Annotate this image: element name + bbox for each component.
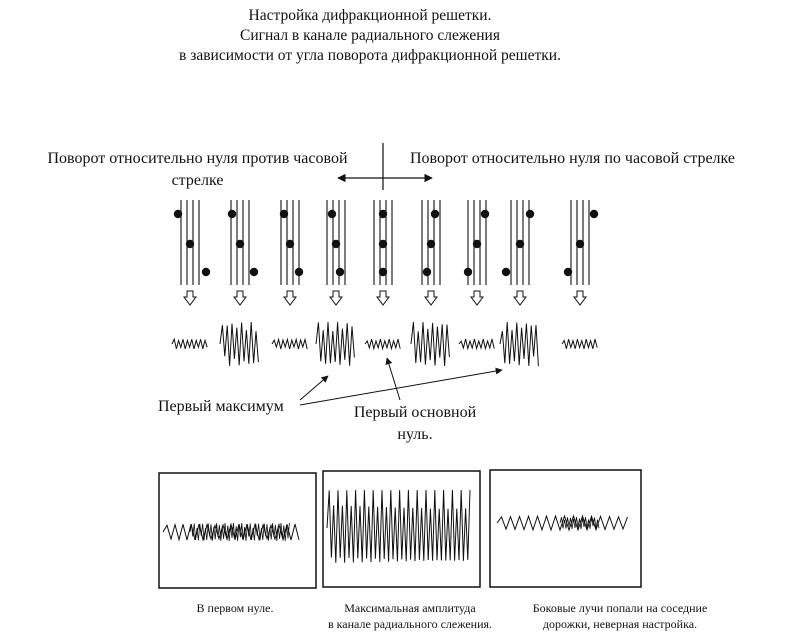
title-line-3: в зависимости от угла поворота дифракционной решетки. xyxy=(179,47,561,64)
track-column xyxy=(228,200,258,285)
down-arrow xyxy=(377,291,389,305)
counterclockwise-label-line-1: Поворот относительно нуля против часовой xyxy=(47,150,348,167)
first-maximum-label: Первый максимум xyxy=(158,398,284,415)
beam-spot xyxy=(379,210,387,218)
title-line-1: Настройка дифракционной решетки. xyxy=(248,7,492,24)
clockwise-label: Поворот относительно нуля по часовой стрелке xyxy=(410,150,735,167)
beam-spot xyxy=(280,210,288,218)
caption-misalignment-line-1: Боковые лучи попали на соседние xyxy=(532,601,708,615)
pointer-arrow-null xyxy=(387,358,400,400)
scope-signals xyxy=(163,490,628,563)
signal-small xyxy=(562,339,597,349)
down-arrow xyxy=(234,291,246,305)
scope-trace-max-amplitude xyxy=(327,490,470,563)
down-arrows xyxy=(184,291,586,305)
signal-small xyxy=(365,339,400,349)
title-line-2: Сигнал в канале радиального слежения xyxy=(240,27,500,44)
beam-spot xyxy=(236,240,244,248)
beam-spot xyxy=(332,240,340,248)
track-column xyxy=(327,200,345,285)
beam-spot xyxy=(590,210,598,218)
signal-small xyxy=(172,339,207,349)
track-column xyxy=(374,200,392,285)
track-column xyxy=(502,200,534,285)
beam-spot xyxy=(473,240,481,248)
beam-spot xyxy=(564,268,572,276)
beam-spot xyxy=(516,240,524,248)
beam-spot xyxy=(379,240,387,248)
beam-spot xyxy=(202,268,210,276)
track-column xyxy=(422,200,440,285)
beam-spot xyxy=(481,210,489,218)
first-null-label-line-2: нуль. xyxy=(397,426,433,443)
down-arrow xyxy=(471,291,483,305)
beam-spot xyxy=(286,240,294,248)
beam-spot xyxy=(174,210,182,218)
scope-box-max-amplitude xyxy=(323,471,480,587)
scope-box-misalignment xyxy=(490,470,641,587)
beam-spot xyxy=(228,210,236,218)
caption-max-amplitude-line-1: Максимальная амплитуда xyxy=(344,601,476,615)
pointer-arrows xyxy=(300,358,502,405)
down-arrow xyxy=(425,291,437,305)
first-null-label-line-1: Первый основной xyxy=(353,404,477,421)
beam-spot xyxy=(464,268,472,276)
signal-large xyxy=(500,322,538,366)
caption-misalignment-line-2: дорожки, неверная настройка. xyxy=(542,617,698,631)
beam-spot xyxy=(336,268,344,276)
signal-small xyxy=(459,339,494,349)
beam-spot xyxy=(423,268,431,276)
down-arrow xyxy=(330,291,342,305)
track-column xyxy=(464,200,489,285)
beam-spot xyxy=(427,240,435,248)
beam-spot xyxy=(502,268,510,276)
pointer-arrow-max-left xyxy=(300,376,328,400)
caption-first-null: В первом нуле. xyxy=(196,601,274,615)
down-arrow xyxy=(574,291,586,305)
down-arrow xyxy=(184,291,196,305)
beam-spot xyxy=(526,210,534,218)
rotation-axis xyxy=(338,143,432,190)
caption-max-amplitude-line-2: в канале радиального слежения. xyxy=(327,617,493,631)
track-columns xyxy=(174,200,598,285)
signal-large xyxy=(411,322,449,366)
track-column xyxy=(280,200,303,285)
beam-spot xyxy=(250,268,258,276)
counterclockwise-label-line-2: стрелке xyxy=(171,172,224,189)
beam-spot xyxy=(328,210,336,218)
track-column xyxy=(174,200,210,285)
signal-small xyxy=(272,339,307,349)
track-column xyxy=(564,200,598,285)
signal-waveforms xyxy=(172,322,597,366)
beam-spot xyxy=(431,210,439,218)
down-arrow xyxy=(514,291,526,305)
beam-spot xyxy=(576,240,584,248)
beam-spot xyxy=(186,240,194,248)
signal-large xyxy=(316,322,354,366)
signal-large xyxy=(220,322,258,366)
pointer-arrow-max-right xyxy=(300,370,502,405)
down-arrow xyxy=(284,291,296,305)
beam-spot xyxy=(379,268,387,276)
beam-spot xyxy=(295,268,303,276)
